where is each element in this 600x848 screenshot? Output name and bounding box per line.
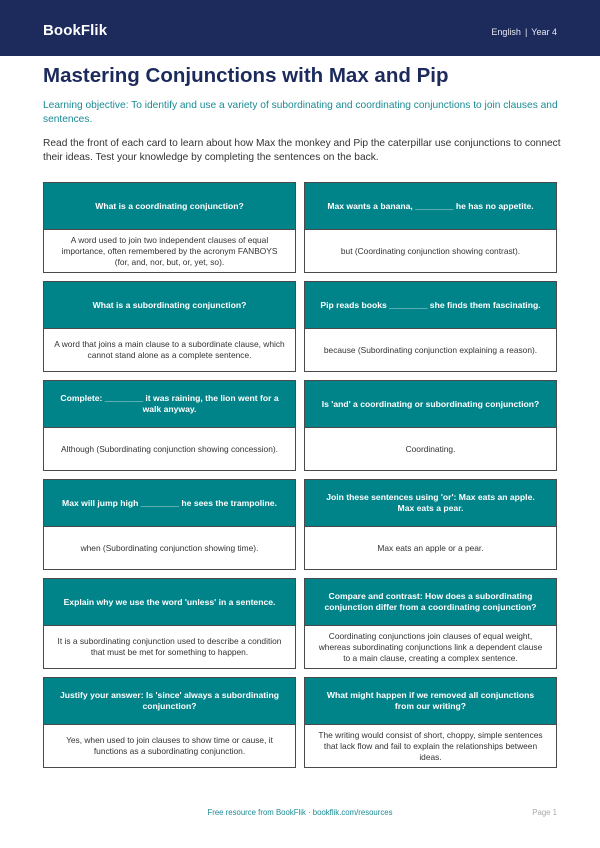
card-front: What is a subordinating conjunction? bbox=[44, 282, 295, 328]
card-front: Complete: ________ it was raining, the lion went for a walk anyway. bbox=[44, 381, 295, 427]
card-grid bbox=[43, 182, 557, 767]
card-front: What might happen if we removed all conjunctions from our writing? bbox=[305, 678, 556, 724]
card-back: Max eats an apple or a pear. bbox=[305, 526, 556, 569]
card-front: Max wants a banana, ________ he has no appetite. bbox=[305, 183, 556, 229]
card-back: Although (Subordinating conjunction showing concession). bbox=[44, 427, 295, 470]
footer-link[interactable]: Free resource from BookFlik · bookflik.com/resources bbox=[207, 808, 393, 817]
card-back: It is a subordinating conjunction used to describe a condition that must be met for something to happen. bbox=[44, 625, 295, 668]
top-bar bbox=[0, 0, 600, 56]
card-back: A word that joins a main clause to a subordinate clause, which cannot stand alone as a complete sentence. bbox=[44, 328, 295, 371]
card-back: when (Subordinating conjunction showing time). bbox=[44, 526, 295, 569]
card-front: Max will jump high ________ he sees the trampoline. bbox=[44, 480, 295, 526]
card-back: Coordinating conjunctions join clauses of equal weight, whereas subordinating conjunctions link a dependent clause to a main clause, creating a complex sentence. bbox=[305, 625, 556, 668]
card-front: Is 'and' a coordinating or subordinating conjunction? bbox=[305, 381, 556, 427]
brand-logo[interactable]: BookFlik bbox=[43, 22, 108, 39]
card-12 bbox=[304, 677, 557, 768]
card-back: Coordinating. bbox=[305, 427, 556, 470]
page-number: Page 1 bbox=[532, 808, 557, 817]
card-front: Justify your answer: Is 'since' always a subordinating conjunction? bbox=[44, 678, 295, 724]
card-front: Pip reads books ________ she finds them fascinating. bbox=[305, 282, 556, 328]
card-6 bbox=[304, 380, 557, 471]
card-front: What is a coordinating conjunction? bbox=[44, 183, 295, 229]
card-1 bbox=[43, 182, 296, 273]
card-5 bbox=[43, 380, 296, 471]
card-front: Explain why we use the word 'unless' in a sentence. bbox=[44, 579, 295, 625]
card-back: The writing would consist of short, choppy, simple sentences that lack flow and fail to explain the relationships between ideas. bbox=[305, 724, 556, 767]
card-front: Compare and contrast: How does a subordinating conjunction differ from a coordinating conjunction? bbox=[305, 579, 556, 625]
card-back: but (Coordinating conjunction showing contrast). bbox=[305, 229, 556, 272]
intro-text: Read the front of each card to learn about how Max the monkey and Pip the caterpillar use conjunctions to connect their ideas. Test your knowledge by completing the sentences on the back. bbox=[43, 138, 561, 163]
card-back: because (Subordinating conjunction explaining a reason). bbox=[305, 328, 556, 371]
card-2 bbox=[304, 182, 557, 273]
card-9 bbox=[43, 578, 296, 669]
card-front: Join these sentences using 'or': Max eats an apple. Max eats a pear. bbox=[305, 480, 556, 526]
year-label: Year 4 bbox=[531, 27, 557, 37]
card-4 bbox=[304, 281, 557, 372]
card-7 bbox=[43, 479, 296, 570]
header-meta bbox=[491, 27, 557, 37]
learning-objective: Learning objective: To identify and use a variety of subordinating and coordinating conjunctions to join clauses and sentences. bbox=[43, 100, 558, 125]
page-title: Mastering Conjunctions with Max and Pip bbox=[43, 64, 449, 87]
card-3 bbox=[43, 281, 296, 372]
card-back: A word used to join two independent clauses of equal importance, often remembered by the acronym FANBOYS (for, and, nor, but, or, yet, so). bbox=[44, 229, 295, 272]
subject-label: English bbox=[491, 27, 521, 37]
card-11 bbox=[43, 677, 296, 768]
card-back: Yes, when used to join clauses to show time or cause, it functions as a subordinating conjunction. bbox=[44, 724, 295, 767]
card-8 bbox=[304, 479, 557, 570]
card-10 bbox=[304, 578, 557, 669]
meta-separator: | bbox=[524, 27, 528, 37]
